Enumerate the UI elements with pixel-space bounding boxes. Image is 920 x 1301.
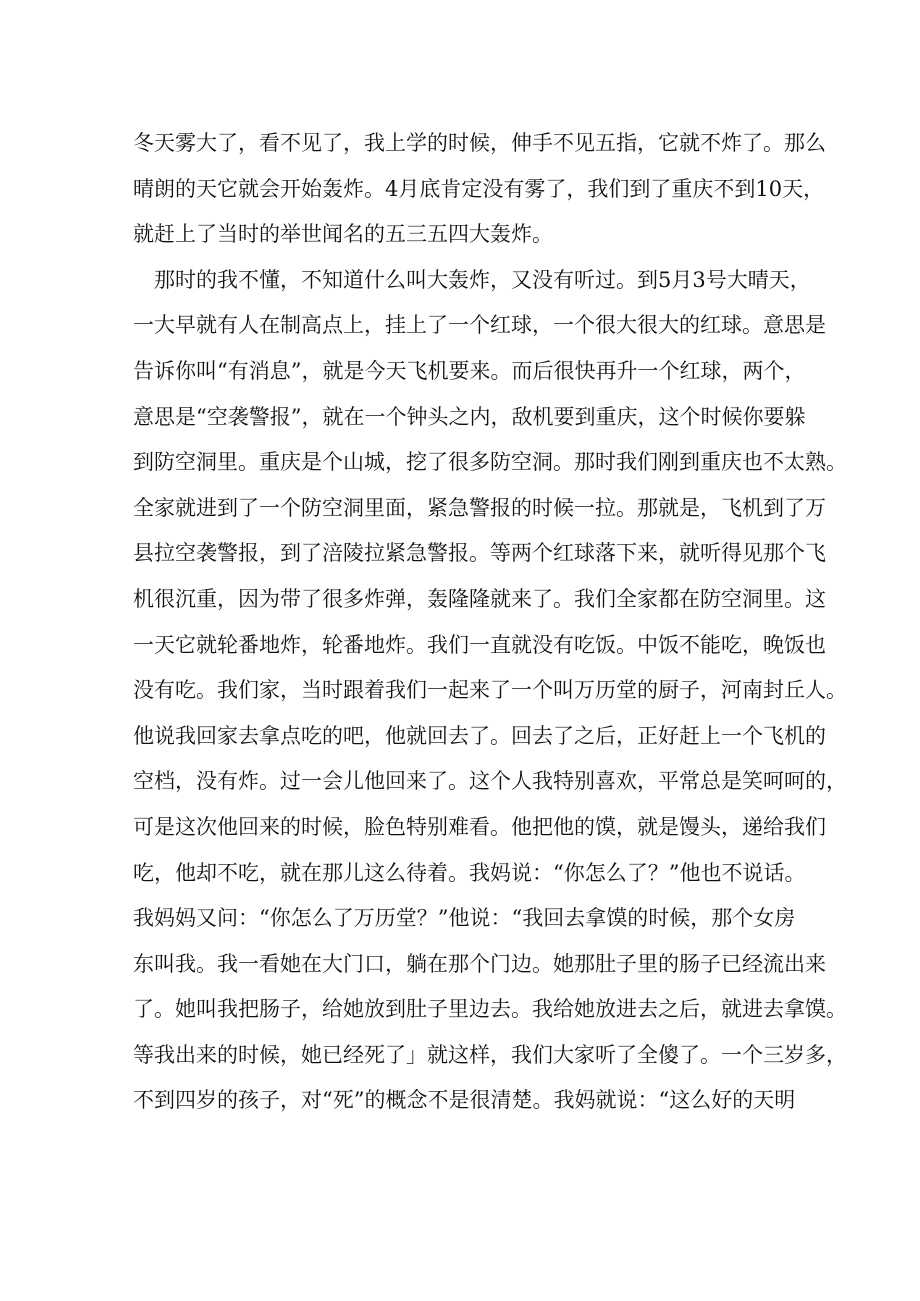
text-line: 意思是“空袭警报”，就在一个钟头之内，敌机要到重庆，这个时候你要躲 [133, 404, 806, 429]
paragraph-start-line: 那时的我不懂，不知道什么叫大轰炸，又没有听过。到5月3号大晴天， [154, 267, 811, 292]
text-line: 我妈妈又问：“你怎么了万历堂？”他说：“我回去拿馍的时候，那个女房 [133, 906, 796, 931]
text-line: 机很沉重，因为带了很多炸弹，轰隆隆就来了。我们全家都在防空洞里。这 [133, 586, 826, 611]
text-line: 东叫我。我一看她在大门口，躺在那个门边。她那肚子里的肠子已经流出来 [133, 951, 826, 976]
text-line: 可是这次他回来的时候，脸色特别难看。他把他的馍，就是馒头，递给我们 [133, 814, 826, 839]
text-line: 一天它就轮番地炸，轮番地炸。我们一直就没有吃饭。中饭不能吃，晚饭也 [133, 632, 826, 657]
text-line: 吃，他却不吃，就在那儿这么待着。我妈说：“你怎么了？”他也不说话。 [133, 860, 806, 885]
text-line: 就赶上了当时的举世闻名的五三五四大轰炸。 [133, 222, 553, 247]
body-text [133, 121, 847, 1124]
text-line: 告诉你叫“有消息”，就是今天飞机要来。而后很快再升一个红球，两个， [133, 358, 806, 383]
text-line: 等我出来的时候，她已经死了」就这样，我们大家听了全傻了。一个三岁多， [133, 1042, 847, 1067]
text-line: 没有吃。我们家，当时跟着我们一起来了一个叫万历堂的厨子，河南封丘人。 [133, 678, 847, 703]
text-line: 他说我回家去拿点吃的吧，他就回去了。回去了之后，正好赶上一个飞机的 [133, 723, 826, 748]
text-line: 全家就进到了一个防空洞里面，紧急警报的时候一拉。那就是，飞机到了万 [133, 495, 826, 520]
text-line: 到防空洞里。重庆是个山城，挖了很多防空洞。那时我们刚到重庆也不太熟。 [133, 450, 847, 475]
text-line: 冬天雾大了，看不见了，我上学的时候，伸手不见五指，它就不炸了。那么 [133, 131, 826, 155]
text-line: 空档，没有炸。过一会儿他回来了。这个人我特别喜欢，平常总是笑呵呵的， [133, 769, 847, 794]
text-line: 不到四岁的孩子，对“死”的概念不是很清楚。我妈就说：“这么好的天明 [133, 1088, 796, 1113]
text-line: 了。她叫我把肠子，给她放到肚子里边去。我给她放进去之后，就进去拿馍。 [133, 997, 847, 1022]
text-line: 县拉空袭警报，到了涪陵拉紧急警报。等两个红球落下来，就听得见那个飞 [133, 541, 826, 566]
text-line: 一大早就有人在制高点上，挂上了一个红球，一个很大很大的红球。意思是 [133, 313, 826, 338]
text-line: 晴朗的天它就会开始轰炸。4月底肯定没有雾了，我们到了重庆不到10天， [133, 176, 825, 201]
